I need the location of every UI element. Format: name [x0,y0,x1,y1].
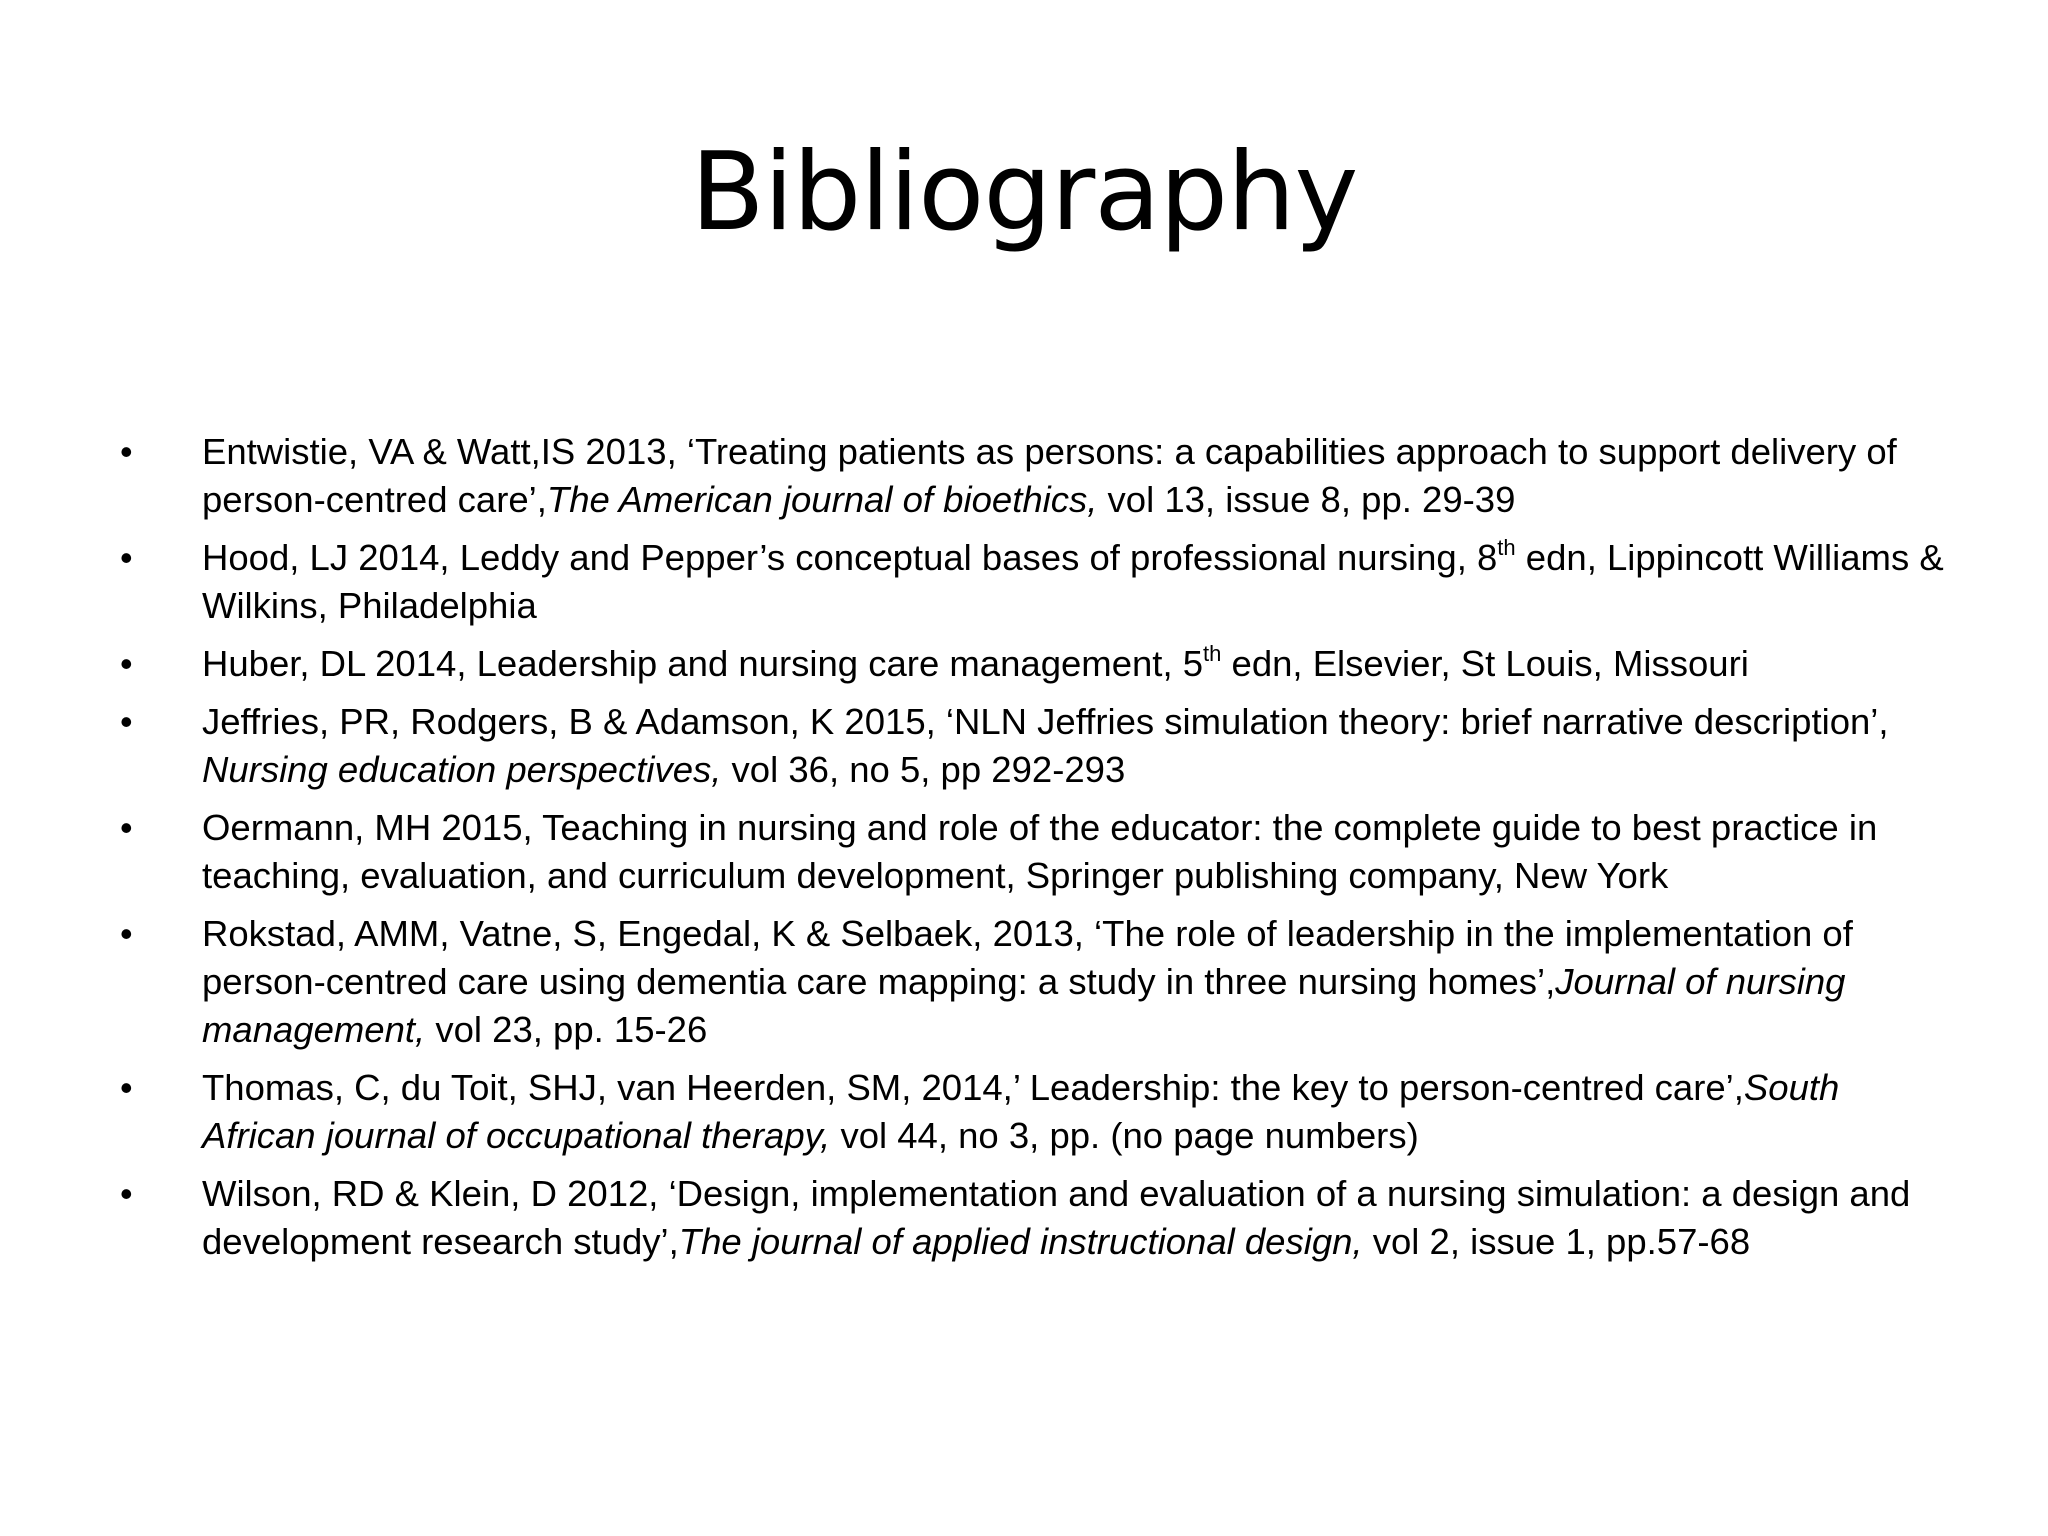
reference-text: Thomas, C, du Toit, SHJ, van Heerden, SM, 2014,’ Leadership: the key to person-centred care’, [202,1067,1744,1108]
bullet-icon: • [120,537,133,578]
reference-text: Hood, LJ 2014, Leddy and Pepper’s conceptual bases of professional nursing, 8 [202,537,1498,578]
bullet-icon: • [120,431,133,472]
reference-details: vol 23, pp. 15-26 [425,1009,708,1050]
bibliography-entry [120,640,1960,688]
bibliography-entry [120,428,1960,524]
reference-details: edn, Lippincott Williams & Wilkins, Philadelphia [202,537,1944,626]
slide-title: Bibliography [690,130,1358,255]
reference-details: edn, Elsevier, St Louis, Missouri [1221,643,1749,684]
bullet-icon: • [120,913,133,954]
bibliography-list [120,428,1960,1276]
bullet-icon: • [120,807,133,848]
edition-superscript: th [1497,534,1516,560]
reference-text: Rokstad, AMM, Vatne, S, Engedal, K & Selbaek, 2013, ‘The role of leadership in the implementation of person-centred care using dementia care mapping: a study in three nursing homes’, [202,913,1853,1002]
bibliography-entry [120,698,1960,794]
bullet-icon: • [120,701,133,742]
journal-title: The journal of applied instructional design, [678,1221,1363,1262]
bibliography-entry [120,1064,1960,1160]
journal-title: Nursing education perspectives, [202,749,722,790]
reference-details: vol 13, issue 8, pp. 29-39 [1097,479,1516,520]
bibliography-entry [120,1170,1960,1266]
reference-details: vol 2, issue 1, pp.57-68 [1362,1221,1751,1262]
reference-text: Huber, DL 2014, Leadership and nursing care management, 5 [202,643,1204,684]
bullet-icon: • [120,1173,133,1214]
bibliography-entry [120,534,1960,630]
reference-details: vol 44, no 3, pp. (no page numbers) [830,1115,1419,1156]
bibliography-entry [120,804,1960,900]
bullet-icon: • [120,643,133,684]
reference-text: Jeffries, PR, Rodgers, B & Adamson, K 2015, ‘NLN Jeffries simulation theory: brief narrative description’, [202,701,1889,742]
bullet-icon: • [120,1067,133,1108]
journal-title: Journal of nursing management, [202,961,1846,1050]
reference-details: vol 36, no 5, pp 292-293 [721,749,1126,790]
journal-title: The American journal of bioethics, [546,479,1098,520]
reference-text: Entwistie, VA & Watt,IS 2013, ‘Treating patients as persons: a capabilities approach to support delivery of person-centred care’, [202,431,1897,520]
edition-superscript: th [1203,640,1222,666]
journal-title: South African journal of occupational therapy, [202,1067,1840,1156]
reference-text: Oermann, MH 2015, Teaching in nursing and role of the educator: the complete guide to best practice in teaching, evaluation, and curriculum development, Springer publishing company, New York [202,807,1878,896]
reference-text: Wilson, RD & Klein, D 2012, ‘Design, implementation and evaluation of a nursing simulation: a design and development research study’, [202,1173,1911,1262]
bibliography-entry [120,910,1960,1054]
